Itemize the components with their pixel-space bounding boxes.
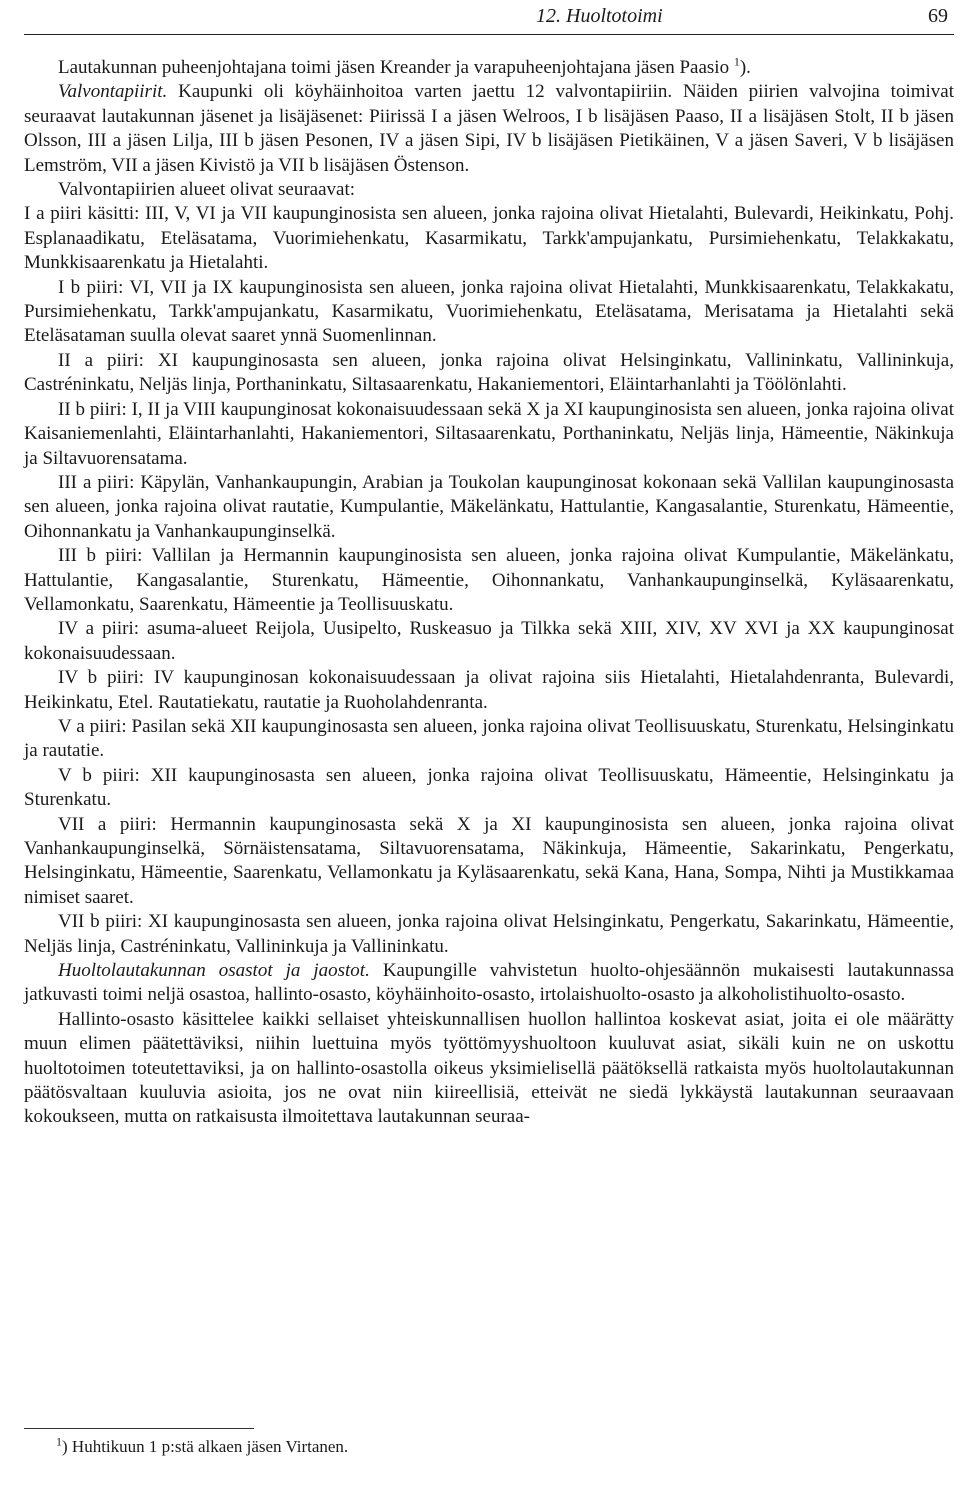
paragraph <box>24 80 954 178</box>
paragraph: V a piiri: Pasilan sekä XII kaupunginosasta sen alueen, jonka rajoina olivat Teollisuuskatu, Sturenkatu, Helsinginkatu ja rautatie. <box>24 715 954 762</box>
page-number: 69 <box>928 5 948 27</box>
paragraph <box>24 56 954 80</box>
paragraph: I a piiri käsitti: III, V, VI ja VII kaupunginosista sen alueen, jonka rajoina olivat Hietalahti, Bulevardi, Heikinkatu, Pohj. Esplanaadikatu, Eteläsatama, Vuorimiehenkatu, Kasarmikatu, Tarkk'ampujankatu, Pursimiehenkatu, Telakkakatu, Munkkisaarenkatu ja Hietalahti. <box>24 203 954 274</box>
paragraph <box>24 959 954 1008</box>
paragraph: I b piiri: VI, VII ja IX kaupunginosista sen alueen, jonka rajoina olivat Hietalahti, Munkkisaarenkatu, Telakkakatu, Pursimiehenkatu, Tarkk'ampujankatu, Kasarmikatu, Vuorimiehenkatu, Eteläsatama, Merisatama ja Hietalahti sekä Eteläsataman suulla olevat saaret ynnä Suomenlinnan. <box>24 276 954 347</box>
paragraph: VII a piiri: Hermannin kaupunginosasta sekä X ja XI kaupunginosista sen alueen, jonka rajoina olivat Vanhankaupunginselkä, Sörnäistensatama, Siltavuorensatama, Näkinkuja, Hämeentie, Sakarinkatu, Pengerkatu, Helsinginkatu, Hämeentie, Saarenkatu, Vellamonkatu ja Kyläsaarenkatu, sekä Kana, Hana, Sompa, Nihti ja Mustikkamaa nimiset saaret. <box>24 813 954 908</box>
footnote-mark: 1 <box>56 1434 62 1449</box>
paragraph: III a piiri: Käpylän, Vanhankaupungin, Arabian ja Toukolan kaupunginosat kokonaan sekä Vallilan kaupunginosasta sen alueen, jonka rajoina olivat rautatie, Kumpulantie, Mäkelänkatu, Hattulantie, Kangasalantie, Sturenkatu, Hämeentie, Oihonnankatu ja Vanhankaupunginselkä. <box>24 471 954 542</box>
section-heading: Huoltolautakunnan osastot ja jaostot. <box>58 960 370 982</box>
paragraph-text: Lautakunnan puheenjohtajana toimi jäsen Kreander ja varapuheenjohtajana jäsen Paasio <box>58 57 730 78</box>
paragraph: V b piiri: XII kaupunginosasta sen alueen, jonka rajoina olivat Teollisuuskatu, Hämeentie, Helsinginkatu ja Sturenkatu. <box>24 764 954 811</box>
running-title: 12. Huoltotoimi <box>536 5 663 27</box>
paragraph: II b piiri: I, II ja VIII kaupunginosat kokonaisuudessaan sekä X ja XI kaupunginosista sen alueen, jonka rajoina olivat Kaisaniemenlahti, Eläintarhanlahti, Hakaniementori, Siltasaarenkatu, Porthaninkatu, Neljäs linja, Hämeentie, Näkinkuja ja Siltavuorensatama. <box>24 398 954 469</box>
footnote-divider <box>24 1428 254 1429</box>
page-header <box>24 4 954 35</box>
paragraph: VII b piiri: XI kaupunginosasta sen alueen, jonka rajoina olivat Helsinginkatu, Pengerkatu, Sakarinkatu, Hämeentie, Neljäs linja, Castréninkatu, Vallininkuja ja Vallininkatu. <box>24 911 954 957</box>
footnote-text: ) Huhtikuun 1 p:stä alkaen jäsen Virtanen. <box>62 1437 349 1456</box>
paragraph-text: Kaupunki oli köyhäinhoitoa varten jaettu 12 valvontapiiriin. Näiden piirien valvojina toimivat seuraavat lautakunnan jäsenet ja lisäjäsenet: Piirissä I a jäsen Welroos, I b lisäjäsen Paaso, II a lisäjäsen Stolt, II b jäsen Olsson, III a jäsen Lilja, III b jäsen Pesonen, IV a jäsen Sipi, IV b lisäjäsen Pietikäinen, V a jäsen Saveri, V b lisäjäsen Lemström, VII a jäsen Kivistö ja VII b lisäjäsen Östenson. <box>24 81 954 176</box>
footnote-ref: 1 <box>733 54 740 69</box>
paragraph: IV a piiri: asuma-alueet Reijola, Uusipelto, Ruskeasuo ja Tilkka sekä XIII, XIV, XV XVI ja XX kaupunginosat kokonaisuudessaan. <box>24 618 954 664</box>
footnote <box>56 1436 348 1458</box>
paragraph: Valvontapiirien alueet olivat seuraavat: <box>58 179 356 201</box>
paragraph-text: Kaupungille vahvistetun huolto-ohjesäännön mukaisesti lautakunnassa jatkuvasti toimi neljä osastoa, hallinto-osasto, köyhäinhoito-osasto, irtolaishuolto-osasto ja alkoholistihuolto-osasto. <box>24 960 955 1006</box>
paragraph: III b piiri: Vallilan ja Hermannin kaupunginosista sen alueen, jonka rajoina olivat Kumpulantie, Mäkelänkatu, Hattulantie, Kangasalantie, Sturenkatu, Hämeentie, Oihonnankatu, Vanhankaupunginselkä, Kyläsaarenkatu, Vellamonkatu, Saarenkatu, Hämeentie ja Teollisuuskatu. <box>24 545 954 615</box>
paragraph-text: ). <box>739 57 751 78</box>
paragraph: IV b piiri: IV kaupunginosan kokonaisuudessaan ja olivat rajoina siis Hietalahti, Hietalahdenranta, Bulevardi, Heikinkatu, Etel. Rautatiekatu, rautatie ja Ruoholahdenranta. <box>24 667 954 713</box>
paragraph: Hallinto-osasto käsittelee kaikki sellaiset yhteiskunnallisen huollon hallintoa koskevat asiat, joita ei ole määrätty muun elimen päätettäviksi, niihin luettuina myös työttömyyshuoltoon kuuluvat asiat, sikäli kuin ne on uskottu huoltotoimen toteutettaviksi, ja on hallinto-osastolla oikeus yksimielisellä päätöksellä ratkaista myös huoltolautakunnan päätösvaltaan kuuluvia asioita, jos ne ovat niin kiireellisiä, etteivät ne siedä lykkäystä lautakunnan seuraavaan kokoukseen, mutta on ratkaisusta ilmoitettava lautakunnan seuraa- <box>24 1008 954 1128</box>
body-text <box>24 56 954 1130</box>
paragraph: II a piiri: XI kaupunginosasta sen alueen, jonka rajoina olivat Helsinginkatu, Vallininkatu, Vallininkuja, Castréninkatu, Neljäs linja, Porthaninkatu, Siltasaarenkatu, Hakaniementori, Eläintarhanlahti ja Töölönlahti. <box>24 349 954 396</box>
section-heading: Valvontapiirit. <box>58 81 168 103</box>
